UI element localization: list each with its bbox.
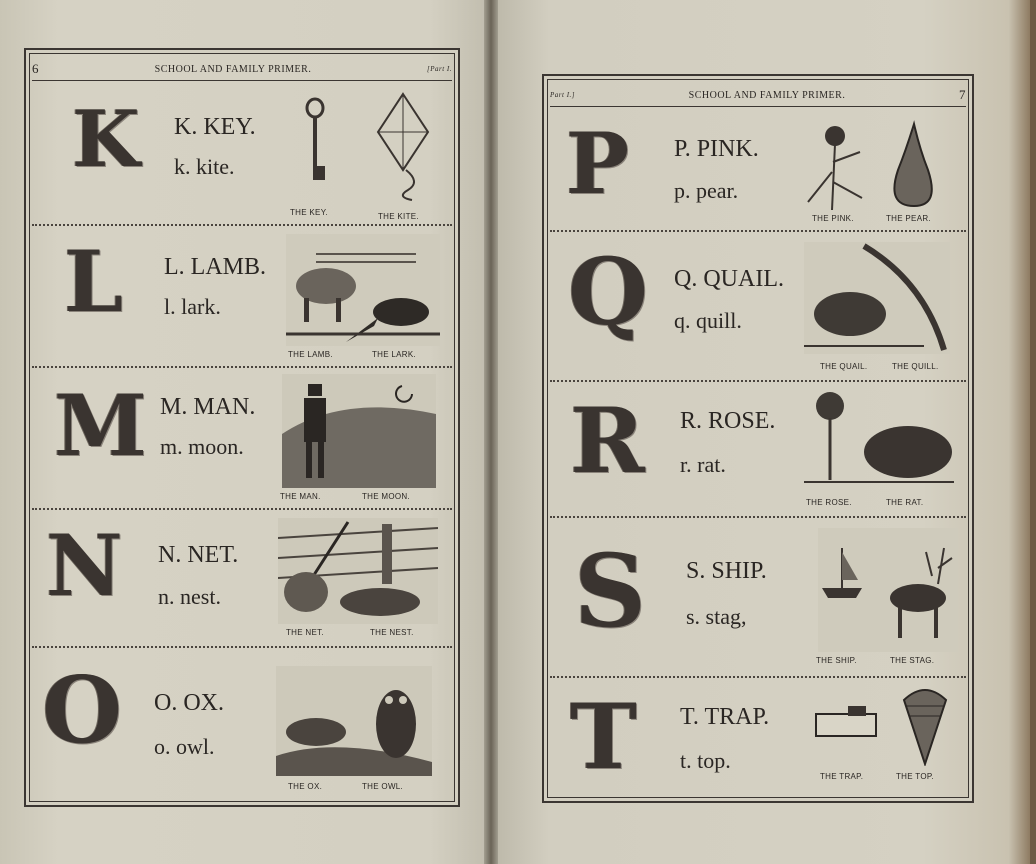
man-moon-illustration [282,374,436,488]
top-toy-icon [900,682,950,766]
upper-word: T. TRAP. [680,704,770,730]
lower-word: k. kite. [174,154,235,179]
left-rows [32,84,452,799]
caption-stag: THE STAG. [890,656,935,665]
caption-net: THE NET. [286,628,324,637]
ox-owl-illustration [276,666,432,776]
upper-word: P. PINK. [674,136,759,162]
caption-trap: THE TRAP. [820,772,864,781]
letter-row-q [550,232,966,382]
lower-word: l. lark. [164,294,221,319]
left-page-number: 6 [32,61,39,76]
left-page-frame [24,48,460,807]
ornamental-letter: T [570,684,637,790]
lower-word: t. top. [680,748,731,773]
caption-top: THE TOP. [896,772,934,781]
upper-word: R. ROSE. [680,408,776,434]
right-page-frame [542,74,974,803]
upper-word: O. OX. [154,690,224,716]
caption-quail: THE QUAIL. [820,362,868,371]
ornamental-letter: L [64,232,124,331]
lower-word: r. rat. [680,452,726,477]
letter-row-s [550,518,966,678]
trap-icon [812,690,882,750]
caption-key: THE KEY. [290,208,328,217]
ornamental-letter: O [42,656,123,764]
ship-stag-illustration [818,528,958,652]
key-icon [300,96,330,186]
right-running-head [550,84,966,107]
pink-flower-icon [800,122,870,212]
ornamental-letter: K [72,94,140,185]
caption-quill: THE QUILL. [892,362,939,371]
caption-moon: THE MOON. [362,492,411,501]
letter-row-l [32,226,452,368]
lower-word: p. pear. [674,178,739,203]
upper-word: S. SHIP. [686,558,767,584]
rose-rat-illustration [804,390,954,490]
pear-icon [886,120,940,208]
lower-word: q. quill. [674,308,742,333]
caption-nest: THE NEST. [370,628,414,637]
left-running-head [32,58,452,81]
caption-lamb: THE LAMB. [288,350,333,359]
caption-rat: THE RAT. [886,498,924,507]
net-nest-illustration [278,518,438,624]
right-part-label: Part I.] [550,91,575,99]
ornamental-letter: N [46,516,123,615]
caption-lark: THE LARK. [372,350,417,359]
letter-row-t [550,678,966,802]
upper-word: L. LAMB. [164,254,266,280]
letter-row-r [550,382,966,518]
lower-word: s. stag, [686,604,747,629]
lower-word: m. moon. [160,434,244,459]
ornamental-letter: Q [568,238,649,346]
caption-man: THE MAN. [280,492,321,501]
left-page-title: SCHOOL AND FAMILY PRIMER. [154,63,312,75]
upper-word: K. KEY. [174,114,256,140]
caption-owl: THE OWL. [362,782,404,791]
book-gutter [484,0,498,864]
upper-word: Q. QUAIL. [674,266,784,292]
quail-quill-illustration [804,242,950,354]
caption-rose: THE ROSE. [806,498,852,507]
ornamental-letter: R [570,388,645,494]
ornamental-letter: S [574,532,647,650]
lower-word: o. owl. [154,734,215,759]
ornamental-letter: P [566,114,630,213]
right-rows [550,110,966,795]
ornamental-letter: M [54,376,147,475]
upper-word: M. MAN. [160,394,256,420]
caption-pear: THE PEAR. [886,214,931,223]
caption-ox: THE OX. [288,782,323,791]
caption-pink: THE PINK. [812,214,854,223]
letter-row-o [32,648,452,796]
lower-word: n. nest. [158,584,221,609]
kite-icon [376,92,430,202]
right-page-title: SCHOOL AND FAMILY PRIMER. [688,89,846,101]
upper-word: N. NET. [158,542,239,568]
left-part-label: [Part I. [426,65,452,73]
caption-ship: THE SHIP. [816,656,857,665]
letter-row-p [550,110,966,232]
right-page-number: 7 [958,87,966,102]
letter-row-n [32,510,452,648]
lamb-lark-illustration [286,234,440,346]
caption-kite: THE KITE. [378,212,419,221]
letter-row-k [32,84,452,226]
letter-row-m [32,368,452,510]
